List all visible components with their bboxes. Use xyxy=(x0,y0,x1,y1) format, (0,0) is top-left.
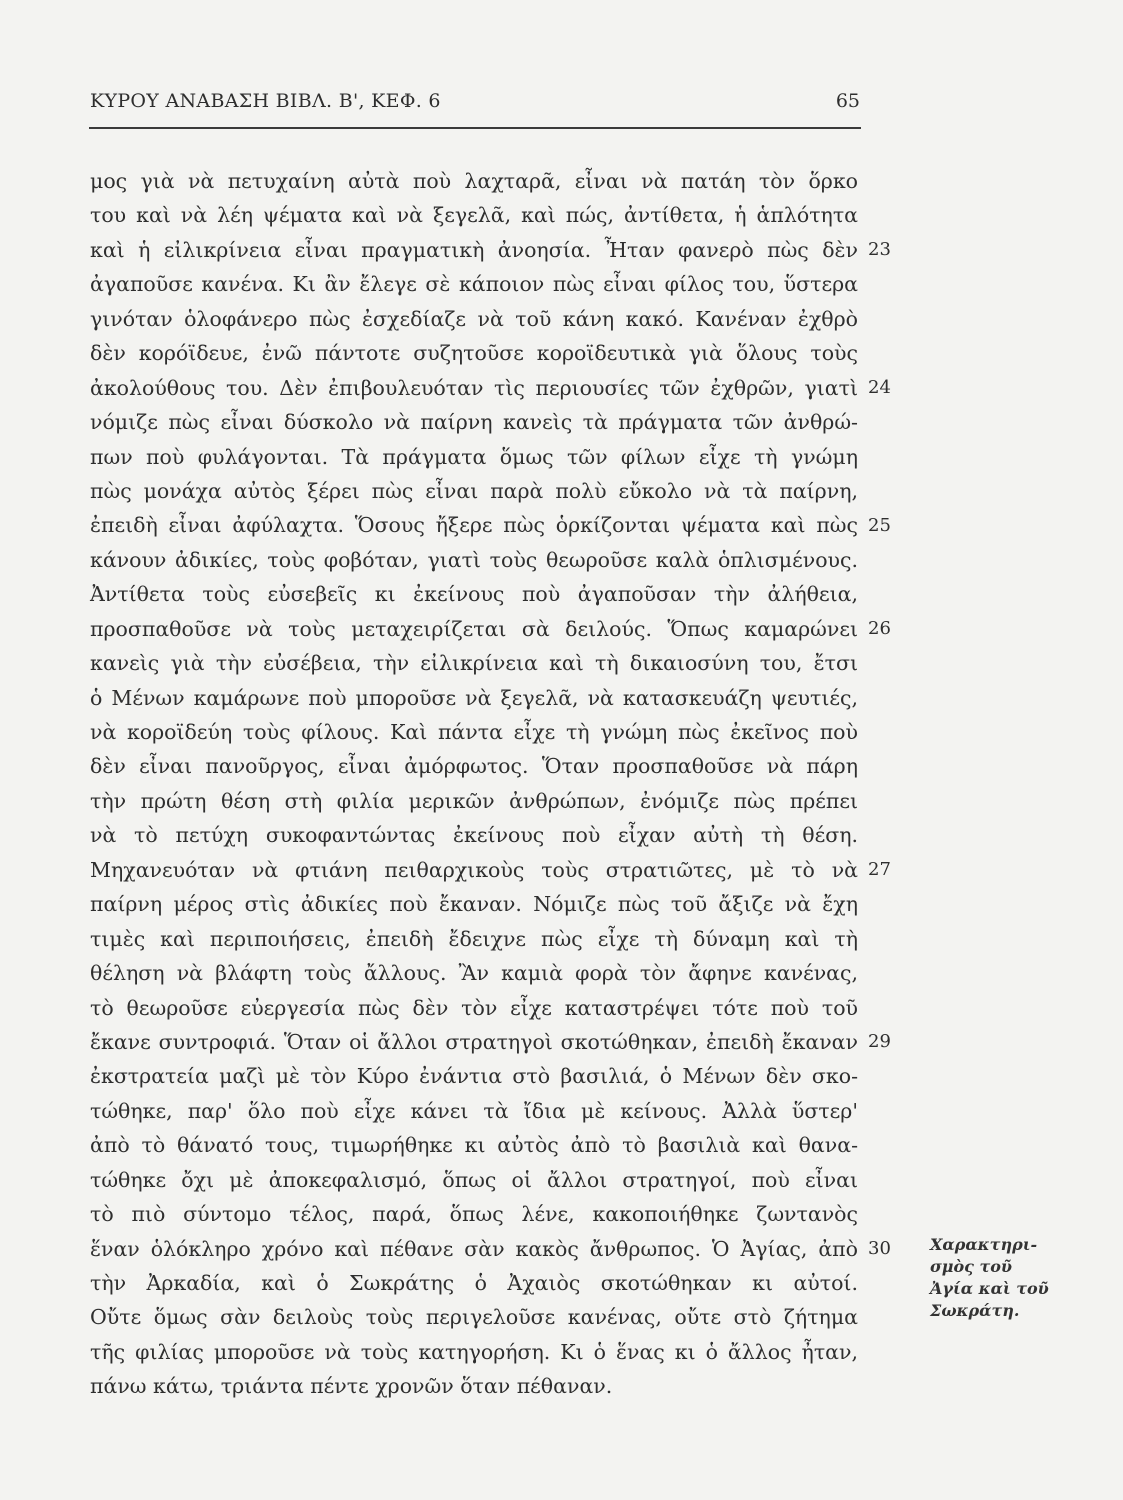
text-line: τὸ θεωροῦσε εὐεργεσία πὼς δὲν τὸν εἶχε καταστρέψει τότε ποὺ τοῦ xyxy=(90,995,858,1020)
text-line: κάνουν ἀδικίες, τοὺς φοβόταν, γιατὶ τοὺς θεωροῦσε καλὰ ὁπλισμένους. xyxy=(90,547,858,572)
text-line: παίρνη μέρος στὶς ἀδικίες ποὺ ἔκαναν. Νόμιζε πὼς τοῦ ἄξιζε νὰ ἔχη xyxy=(90,892,858,917)
text-line: ἕναν ὁλόκληρο χρόνο καὶ πέθανε σὰν κακὸς ἄνθρωπος. Ὁ Ἀγίας, ἀπὸ xyxy=(90,1236,858,1261)
text-line: νὰ τὸ πετύχη συκοφαντώντας ἐκείνους ποὺ εἶχαν αὐτὴ τὴ θέση. xyxy=(90,823,858,848)
text-line: τώθηκε, παρ' ὅλο ποὺ εἶχε κάνει τὰ ἴδια μὲ κείνους. Ἀλλὰ ὕστερ' xyxy=(90,1098,858,1123)
text-line: Ἀντίθετα τοὺς εὐσεβεῖς κι ἐκείνους ποὺ ἀγαποῦσαν τὴν ἀλήθεια, xyxy=(90,582,858,607)
running-header-title: ΚΥΡΟΥ ΑΝΑΒΑΣΗ ΒΙΒΛ. Β', ΚΕΦ. 6 xyxy=(90,90,441,112)
text-line: ἐπειδὴ εἶναι ἀφύλαχτα. Ὅσους ἤξερε πὼς ὁρκίζονται ψέματα καὶ πὼς xyxy=(90,513,858,538)
text-line: τὴν πρώτη θέση στὴ φιλία μερικῶν ἀνθρώπων, ἐνόμιζε πὼς πρέπει xyxy=(90,788,858,813)
text-line: νὰ κοροϊδεύη τοὺς φίλους. Καὶ πάντα εἶχε τὴ γνώμη πὼς ἐκεῖνος ποὺ xyxy=(90,720,858,744)
text-line: τώθηκε ὄχι μὲ ἀποκεφαλισμό, ὅπως οἱ ἄλλοι στρατηγοί, ποὺ εἶναι xyxy=(90,1167,858,1192)
text-line: ἀπὸ τὸ θάνατό τους, τιμωρήθηκε κι αὐτὸς ἀπὸ τὸ βασιλιὰ καὶ θανα- xyxy=(90,1133,858,1158)
header-rule xyxy=(89,127,861,129)
text-line: τὴν Ἀρκαδία, καὶ ὁ Σωκράτης ὁ Ἀχαιὸς σκοτώθηκαν κι αὐτοί. xyxy=(90,1271,858,1295)
page-number: 65 xyxy=(835,90,860,112)
text-line: τὸ πιὸ σύντομο τέλος, παρά, ὅπως λένε, κακοποιήθηκε ζωντανὸς xyxy=(90,1202,858,1227)
text-line: ἐκστρατεία μαζὶ μὲ τὸν Κύρο ἐνάντια στὸ βασιλιά, ὁ Μένων δὲν σκο- xyxy=(90,1064,858,1089)
section-number: 24 xyxy=(868,376,891,398)
margin-note xyxy=(930,1234,1049,1322)
text-line: ἔκανε συντροφιά. Ὅταν οἱ ἄλλοι στρατηγοὶ σκοτώθηκαν, ἐπειδὴ ἔκαναν xyxy=(90,1029,858,1054)
body-text xyxy=(90,164,858,1404)
margin-note-line: Χαρακτηρι- xyxy=(930,1235,1038,1254)
text-line: μος γιὰ νὰ πετυχαίνη αὐτὰ ποὺ λαχταρᾶ, εἶναι νὰ πατάη τὸν ὅρκο xyxy=(90,169,858,193)
text-line: γινόταν ὁλοφάνερο πὼς ἐσχεδίαζε νὰ τοῦ κάνη κακό. Κανέναν ἐχθρὸ xyxy=(90,306,858,331)
section-number: 26 xyxy=(868,617,891,639)
text-line: πάνω κάτω, τριάντα πέντε χρονῶν ὅταν πέθαναν. xyxy=(90,1374,613,1399)
text-line: ἀγαποῦσε κανένα. Κι ἂν ἔλεγε σὲ κάποιον πὼς εἶναι φίλος του, ὕστερα xyxy=(90,272,858,297)
text-line: ἀκολούθους του. Δὲν ἐπιβουλευόταν τὶς περιουσίες τῶν ἐχθρῶν, γιατὶ xyxy=(90,375,858,400)
text-line: πων ποὺ φυλάγονται. Τὰ πράγματα ὅμως τῶν φίλων εἶχε τὴ γνώμη xyxy=(90,444,858,469)
section-number: 27 xyxy=(868,859,891,880)
margin-note-line: Σωκράτη. xyxy=(930,1301,1020,1320)
section-number: 29 xyxy=(868,1031,891,1053)
text-line: τῆς φιλίας μποροῦσε νὰ τοὺς κατηγορήση. Κι ὁ ἕνας κι ὁ ἄλλος ἦταν, xyxy=(90,1339,858,1364)
text-line: δὲν εἶναι πανοῦργος, εἶναι ἀμόρφωτος. Ὅταν προσπαθοῦσε νὰ πάρη xyxy=(90,754,858,779)
text-line: πὼς μονάχα αὐτὸς ξέρει πὼς εἶναι παρὰ πολὺ εὔκολο νὰ τὰ παίρνη, xyxy=(90,478,858,503)
margin-note-line: σμὸς τοῦ xyxy=(930,1257,1013,1276)
text-line: Οὔτε ὅμως σὰν δειλοὺς τοὺς περιγελοῦσε κανένας, οὔτε στὸ ζήτημα xyxy=(90,1305,858,1330)
text-line: δὲν κορόϊδευε, ἐνῶ πάντοτε συζητοῦσε κοροϊδευτικὰ γιὰ ὅλους τοὺς xyxy=(90,341,858,366)
text-line: θέληση νὰ βλάφτη τοὺς ἄλλους. Ἂν καμιὰ φορὰ τὸν ἄφηνε κανένας, xyxy=(90,961,858,986)
text-line: νόμιζε πὼς εἶναι δύσκολο νὰ παίρνη κανεὶς τὰ πράγματα τῶν ἀνθρώ- xyxy=(90,410,858,435)
text-line: του καὶ νὰ λέη ψέματα καὶ νὰ ξεγελᾶ, καὶ πώς, ἀντίθετα, ἡ ἁπλότητα xyxy=(90,203,858,228)
section-number: 23 xyxy=(868,238,891,260)
section-number: 30 xyxy=(868,1237,891,1259)
text-line: προσπαθοῦσε νὰ τοὺς μεταχειρίζεται σὰ δειλούς. Ὅπως καμαρώνει xyxy=(90,616,858,641)
section-number: 25 xyxy=(868,514,891,536)
text-line: Μηχανευόταν νὰ φτιάνη πειθαρχικοὺς τοὺς στρατιῶτες, μὲ τὸ νὰ xyxy=(90,857,858,882)
text-line: κανεὶς γιὰ τὴν εὐσέβεια, τὴν εἰλικρίνεια καὶ τὴ δικαιοσύνη του, ἔτσι xyxy=(90,651,858,676)
text-line: καὶ ἡ εἰλικρίνεια εἶναι πραγματικὴ ἀνοησία. Ἦταν φανερὸ πὼς δὲν xyxy=(90,237,858,262)
margin-note-line: Ἀγία καὶ τοῦ xyxy=(930,1279,1049,1298)
text-line: ὁ Μένων καμάρωνε ποὺ μποροῦσε νὰ ξεγελᾶ, νὰ κατασκευάζη ψευτιές, xyxy=(90,685,858,710)
text-line: τιμὲς καὶ περιποιήσεις, ἐπειδὴ ἔδειχνε πὼς εἶχε τὴ δύναμη καὶ τὴ xyxy=(90,926,858,951)
